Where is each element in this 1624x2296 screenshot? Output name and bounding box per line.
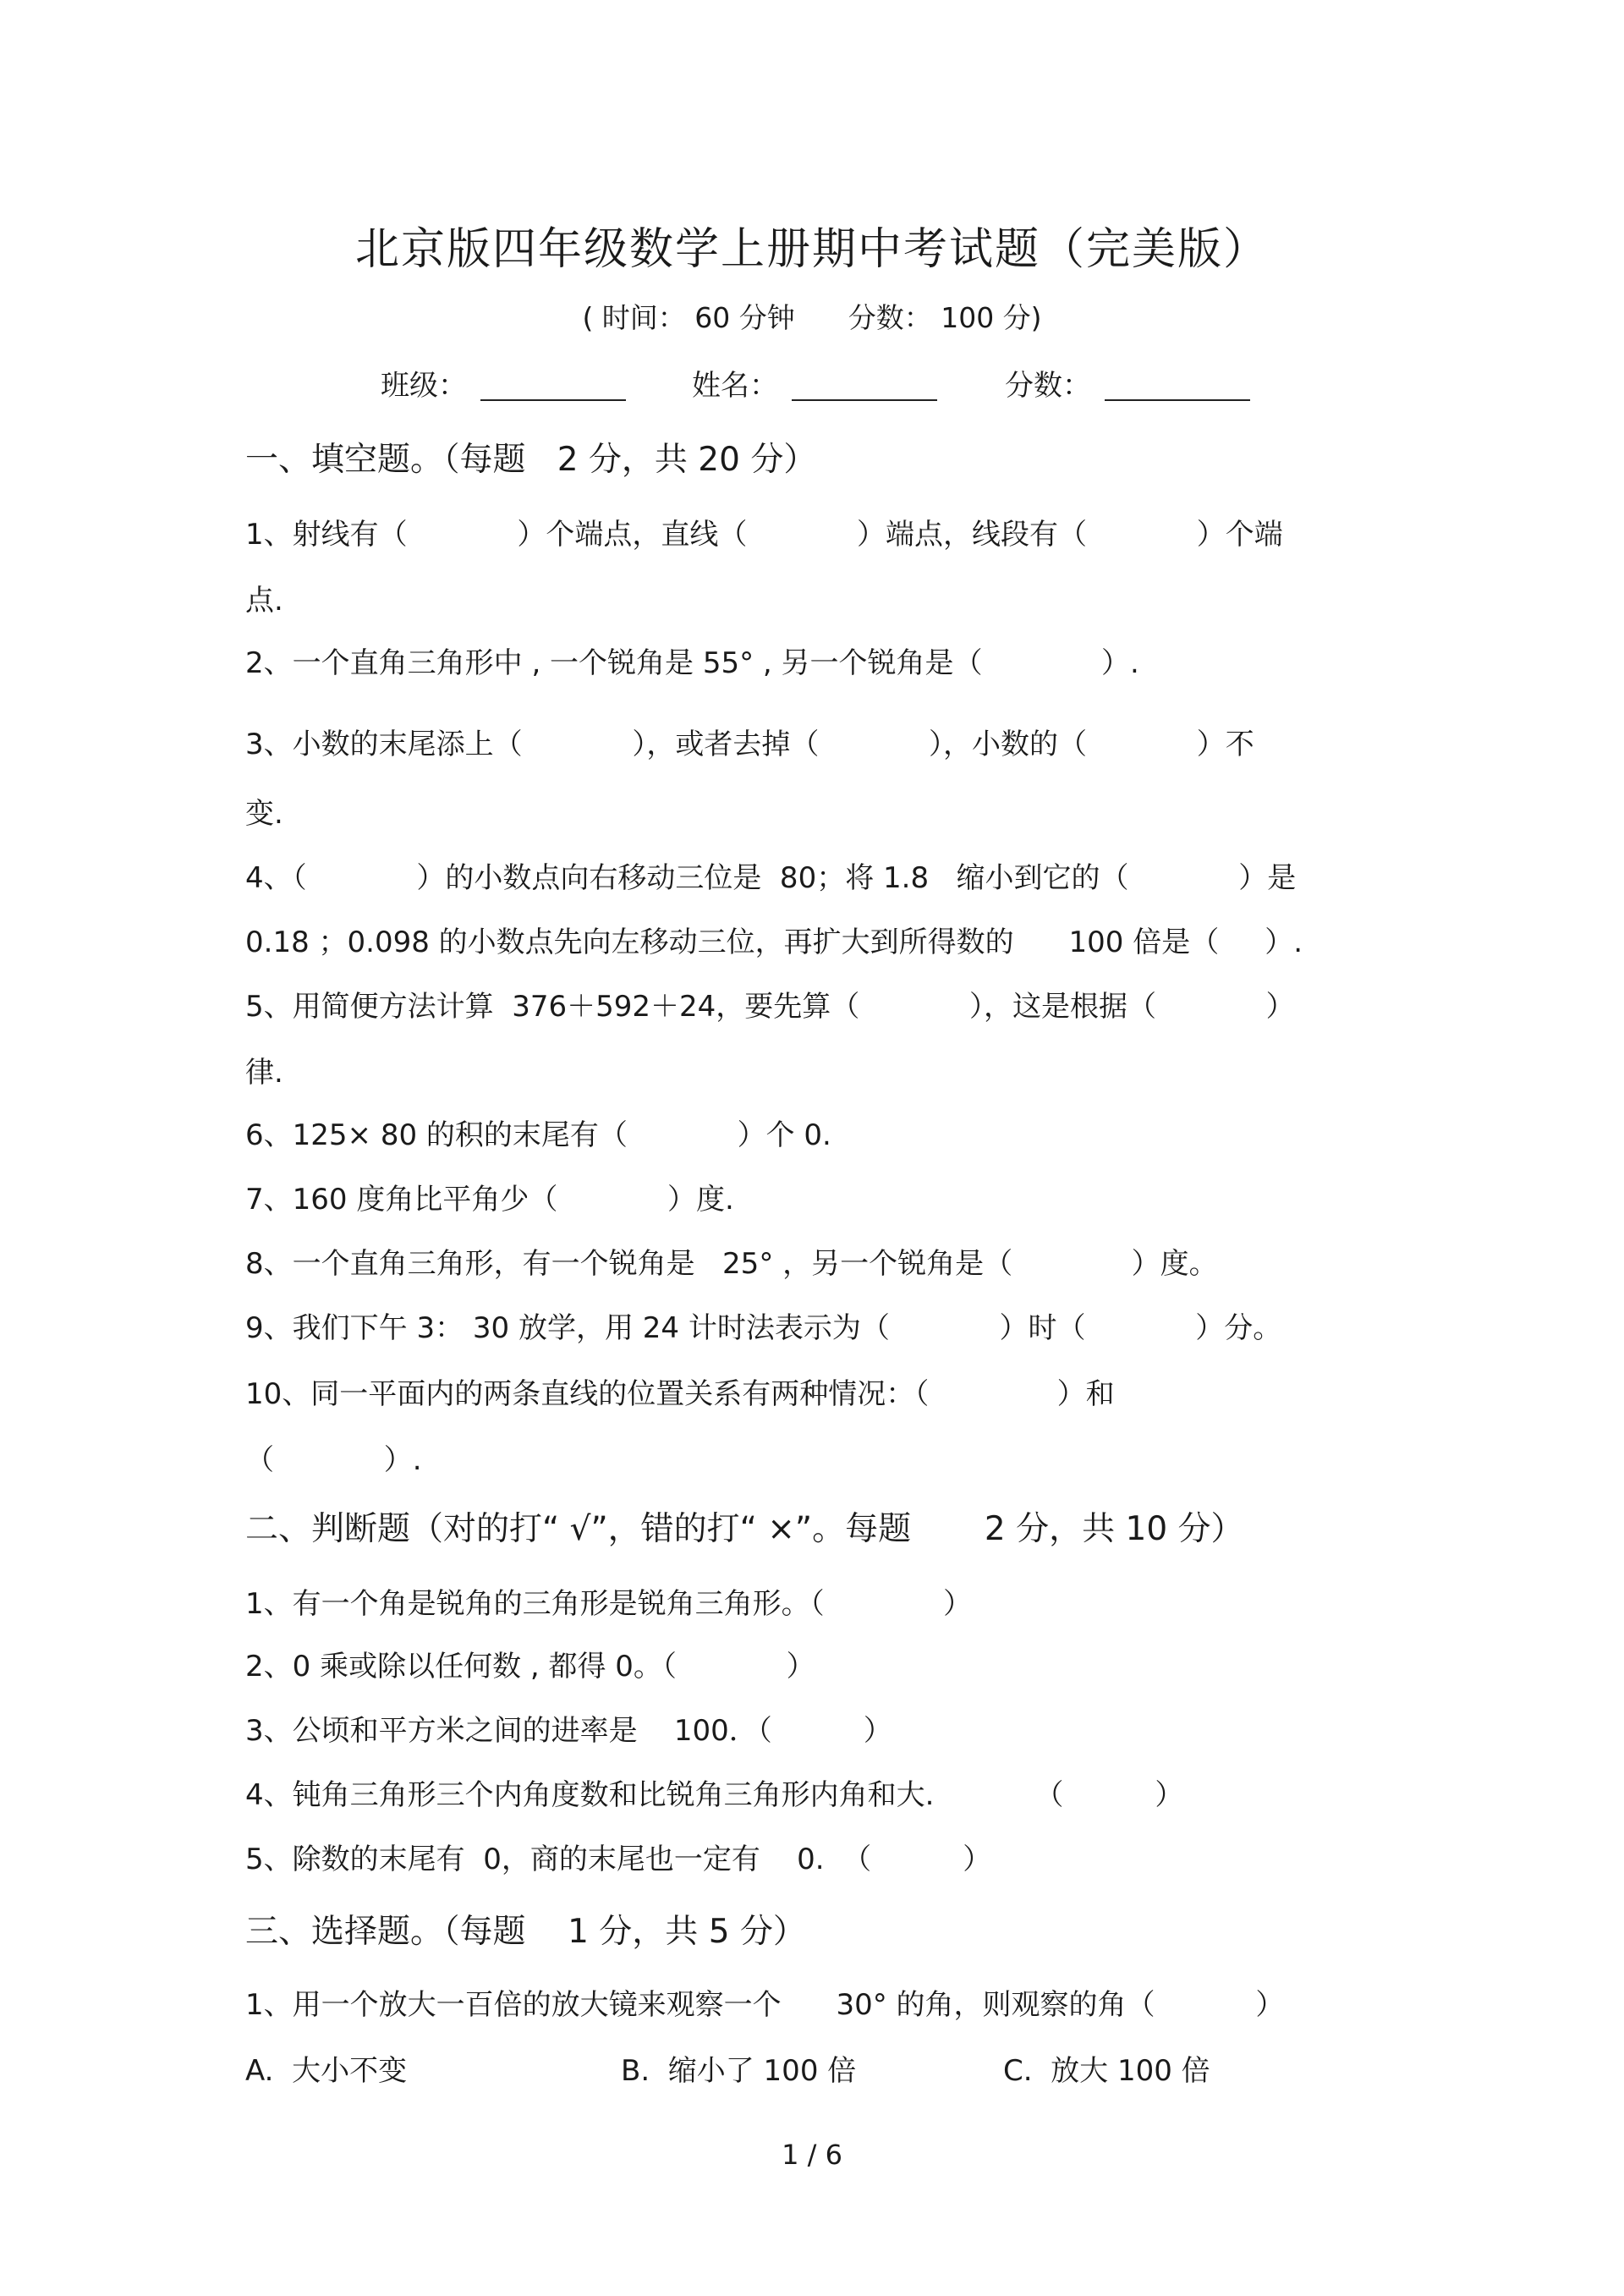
choice-q1-option-a: A. 大小不变	[245, 2054, 408, 2088]
fill-q4: 4、（ ）的小数点向右移动三位是 80；将 1.8 缩小到它的（ ）是	[245, 861, 1297, 895]
name-blank	[792, 399, 937, 401]
fill-q10: 10、同一平面内的两条直线的位置关系有两种情况：（ ）和	[245, 1377, 1115, 1411]
judge-q3: 3、公顷和平方米之间的进率是 100．（ ）	[245, 1714, 892, 1748]
fill-q5: 5、用简便方法计算 376＋592＋24，要先算（ ），这是根据（ ）	[245, 990, 1295, 1024]
judge-q5: 5、除数的末尾有 0，商的末尾也一定有 0. （ ）	[245, 1843, 992, 1876]
fill-q1-cont: 点.	[245, 584, 283, 618]
fill-q7: 7、160 度角比平角少（ ）度.	[245, 1183, 734, 1217]
class-blank	[480, 399, 626, 401]
fill-q3: 3、小数的末尾添上（ ），或者去掉（ ），小数的（ ）不	[245, 728, 1254, 761]
score-blank	[1105, 399, 1250, 401]
judge-q1: 1、有一个角是锐角的三角形是锐角三角形。（ ）	[245, 1587, 973, 1621]
class-label: 班级：	[381, 369, 467, 403]
fill-q2: 2、一个直角三角形中 , 一个锐角是 55° , 另一个锐角是（ ）.	[245, 646, 1139, 680]
fill-q1: 1、射线有（ ）个端点，直线（ ）端点，线段有（ ）个端	[245, 518, 1283, 552]
choice-q1-option-c: C. 放大 100 倍	[1003, 2054, 1210, 2088]
name-label: 姓名：	[692, 369, 778, 403]
page-title: 北京版四年级数学上册期中考试题（完美版）	[354, 224, 1269, 275]
fill-q10-cont: （ ）.	[245, 1443, 422, 1477]
choice-q1: 1、用一个放大一百倍的放大镜来观察一个 30° 的角，则观察的角（ ）	[245, 1988, 1285, 2022]
judge-q2: 2、0 乘或除以任何数 , 都得 0。（ ）	[245, 1650, 815, 1684]
page-number: 1 / 6	[782, 2139, 842, 2171]
fill-q3-cont: 变.	[245, 797, 283, 831]
fill-q4-cont: 0.18 ；0.098 的小数点先向左移动三位，再扩大到所得数的 100 倍是（ ）.	[245, 926, 1303, 959]
choice-q1-option-b: B. 缩小了 100 倍	[621, 2054, 857, 2088]
section-fill-title: 一、填空题。（每题 2 分，共 20 分）	[245, 441, 817, 479]
section-choice-title: 三、选择题。（每题 1 分，共 5 分）	[245, 1913, 806, 1951]
fill-q8: 8、一个直角三角形，有一个锐角是 25° ，另一个锐角是（ ）度。	[245, 1247, 1218, 1281]
score-label: 分数：	[1005, 369, 1091, 403]
exam-time-score: ( 时间： 60 分钟 分数： 100 分)	[582, 301, 1042, 334]
fill-q5-cont: 律.	[245, 1056, 283, 1090]
fill-q6: 6、125× 80 的积的末尾有（ ）个 0.	[245, 1118, 831, 1152]
fill-q9: 9、我们下午 3： 30 放学，用 24 计时法表示为（ ）时（ ）分。	[245, 1311, 1282, 1345]
section-judge-title: 二、判断题（对的打“ √”，错的打“ ×”。每题 2 分，共 10 分）	[245, 1510, 1244, 1548]
judge-q4: 4、钝角三角形三个内角度数和比锐角三角形内角和大. （ ）	[245, 1778, 1184, 1812]
